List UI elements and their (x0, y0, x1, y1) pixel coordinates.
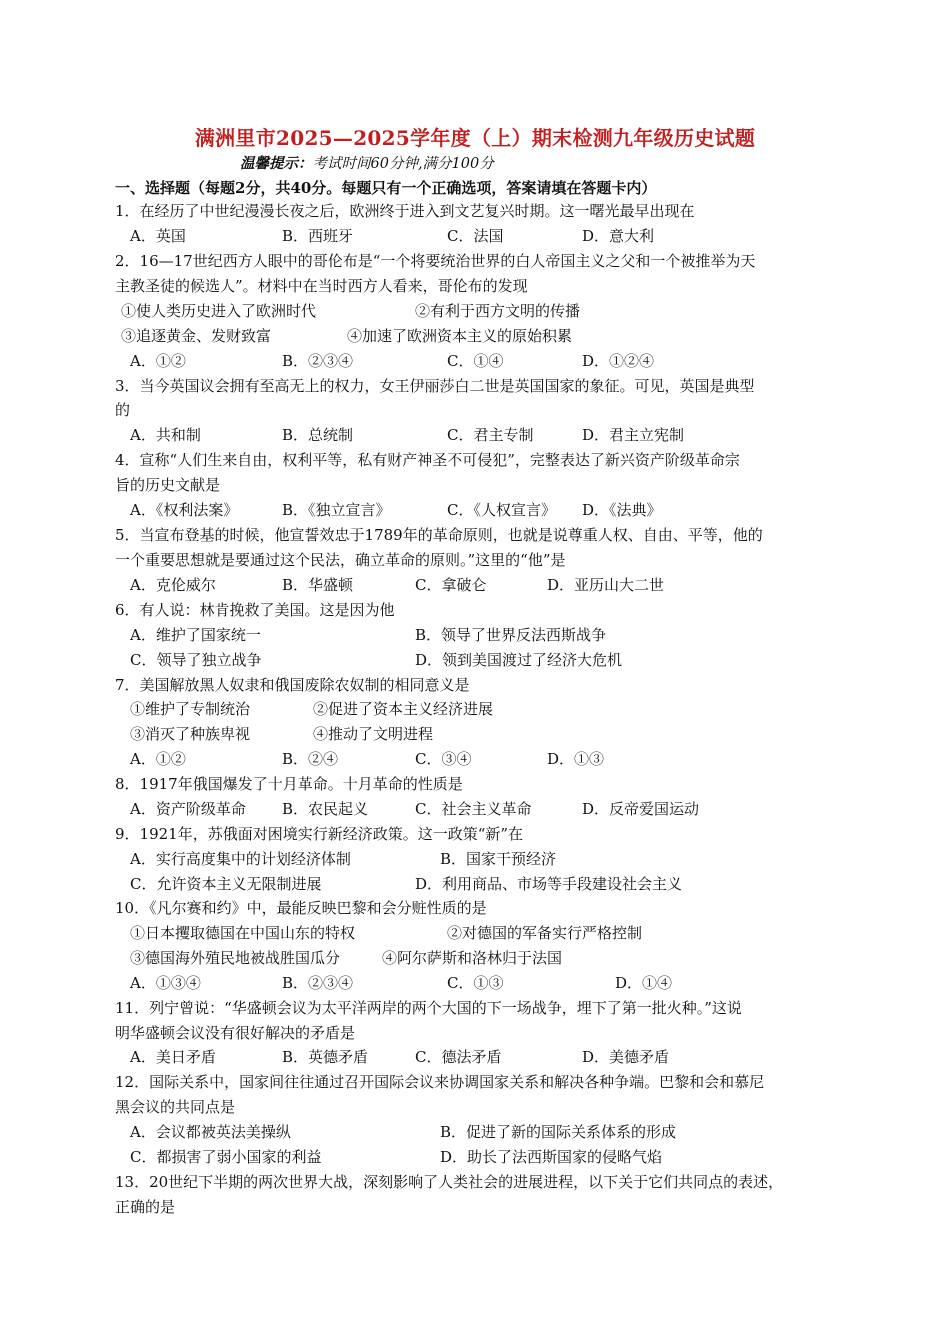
statement-3: ③消灭了种族卑视 (130, 725, 251, 743)
question-stem: 的 (115, 401, 131, 419)
option-a: A．会议都被英法美操纵 (130, 1123, 291, 1141)
option-b: B．英德矛盾 (282, 1048, 369, 1066)
option-a: A．资产阶级革命 (130, 800, 246, 818)
option-a: A．维护了国家统一 (130, 626, 261, 644)
option-d: D．美德矛盾 (582, 1048, 670, 1066)
statement-1: ①日本攫取德国在中国山东的特权 (130, 924, 356, 942)
question-stem: 7．美国解放黑人奴隶和俄国废除农奴制的相同意义是 (115, 676, 470, 694)
option-a: A．①③④ (130, 974, 201, 992)
question-stem: 正确的是 (115, 1198, 176, 1216)
question-stem: 旨的历史文献是 (115, 476, 221, 494)
tip-text: 考试时间60分钟,满分100分 (312, 156, 494, 172)
option-d: D．意大利 (582, 227, 655, 245)
option-c: C．君主专制 (447, 426, 534, 444)
option-c: C．领导了独立战争 (130, 651, 262, 669)
option-b: B．②③④ (282, 352, 354, 370)
statement-1: ①维护了专制统治 (130, 700, 251, 718)
statement-2: ②促进了资本主义经济进展 (313, 700, 494, 718)
statement-2: ②对德国的军备实行严格控制 (447, 924, 643, 942)
tip-label: 温馨提示： (240, 155, 313, 172)
option-c: C．法国 (447, 227, 504, 245)
question-stem: 主教圣徒的候选人”。材料中在当时西方人看来，哥伦布的发现 (115, 277, 528, 295)
option-c: C．①④ (447, 352, 504, 370)
question-stem: 1．在经历了中世纪漫漫长夜之后，欧洲终于进入到文艺复兴时期。这一曙光最早出现在 (115, 202, 695, 220)
option-a: A．英国 (130, 227, 186, 245)
option-c: C．都损害了弱小国家的利益 (130, 1148, 322, 1166)
option-d: D．①④ (615, 974, 673, 992)
option-a: A．美日矛盾 (130, 1048, 216, 1066)
option-d: D．①③ (547, 750, 605, 768)
option-a: A．①② (130, 750, 186, 768)
option-b: B．促进了新的国际关系体系的形成 (440, 1123, 677, 1141)
option-c: C．德法矛盾 (415, 1048, 502, 1066)
question-stem: 13．20世纪下半期的两次世界大战，深刻影响了人类社会的进展进程，以下关于它们共同点的表述， (115, 1173, 784, 1191)
option-c: C．《人权宣言》 (447, 501, 556, 519)
question-stem: 明华盛顿会议没有很好解决的矛盾是 (115, 1024, 356, 1042)
question-stem: 4．宣称“人们生来自由，权利平等，私有财产神圣不可侵犯”，完整表达了新兴资产阶级革命宗 (115, 451, 740, 469)
option-d: D．①②④ (582, 352, 655, 370)
option-b: B．国家干预经济 (440, 850, 557, 868)
section-heading: 一、选择题（每题2分，共40分。每题只有一个正确选项，答案请填在答题卡内） (115, 179, 657, 197)
question-stem: 9．1921年，苏俄面对困境实行新经济政策。这一政策“新”在 (115, 825, 524, 843)
statement-3: ③德国海外殖民地被战胜国瓜分 (130, 949, 341, 967)
question-stem: 2．16—17世纪西方人眼中的哥伦布是“一个将要统治世界的白人帝国主义之父和一个被推举为天 (115, 252, 756, 270)
exam-tip (240, 152, 494, 173)
option-a: A．《权利法案》 (130, 501, 239, 519)
option-d: D．反帝爱国运动 (582, 800, 700, 818)
question-stem: 6．有人说：林肯挽救了美国。这是因为他 (115, 601, 395, 619)
option-c: C．③④ (415, 750, 472, 768)
option-a: A．克伦威尔 (130, 576, 216, 594)
question-stem: 12．国际关系中，国家间往往通过召开国际会议来协调国家关系和解决各种争端。巴黎和会和慕尼 (115, 1073, 765, 1091)
option-d: D．领到美国渡过了经济大危机 (415, 651, 623, 669)
question-stem: 3．当今英国议会拥有至高无上的权力，女王伊丽莎白二世是英国国家的象征。可见，英国是典型 (115, 377, 755, 395)
option-d: D．君主立宪制 (582, 426, 685, 444)
option-d: D．利用商品、市场等手段建设社会主义 (415, 875, 683, 893)
question-stem: 10．《凡尔赛和约》中，最能反映巴黎和会分赃性质的是 (115, 899, 487, 917)
option-b: B．农民起义 (282, 800, 369, 818)
question-stem: 8．1917年俄国爆发了十月革命。十月革命的性质是 (115, 775, 463, 793)
option-a: A．实行高度集中的计划经济体制 (130, 850, 351, 868)
statement-4: ④推动了文明进程 (313, 725, 434, 743)
option-b: B．华盛顿 (282, 576, 354, 594)
question-stem: 11．列宁曾说：“华盛顿会议为太平洋两岸的两个大国的下一场战争，埋下了第一批火种。”这说 (115, 999, 742, 1017)
option-c: C．社会主义革命 (415, 800, 532, 818)
option-a: A．①② (130, 352, 186, 370)
option-a: A．共和制 (130, 426, 201, 444)
option-b: B．总统制 (282, 426, 354, 444)
statement-4: ④加速了欧洲资本主义的原始积累 (347, 327, 573, 345)
option-b: B．《独立宣言》 (282, 501, 391, 519)
option-d: D．《法典》 (582, 501, 662, 519)
option-b: B．领导了世界反法西斯战争 (415, 626, 607, 644)
question-stem: 5．当宣布登基的时候，他宣誓效忠于1789年的革命原则，也就是说尊重人权、自由、平等，他的 (115, 526, 763, 544)
statement-3: ③追逐黄金、发财致富 (121, 327, 272, 345)
option-c: C．允许资本主义无限制进展 (130, 875, 322, 893)
option-b: B．②④ (282, 750, 339, 768)
statement-4: ④阿尔萨斯和洛林归于法国 (382, 949, 563, 967)
exam-title: 满洲里市2025—2025学年度（上）期末检测九年级历史试题 (194, 126, 756, 150)
statement-1: ①使人类历史进入了欧洲时代 (121, 302, 317, 320)
option-d: D．亚历山大二世 (547, 576, 665, 594)
option-b: B．西班牙 (282, 227, 354, 245)
option-b: B．②③④ (282, 974, 354, 992)
question-stem: 一个重要思想就是要通过这个民法，确立革命的原则。”这里的“他”是 (115, 551, 566, 569)
statement-2: ②有利于西方文明的传播 (415, 302, 581, 320)
option-c: C．拿破仑 (415, 576, 487, 594)
question-stem: 黑会议的共同点是 (115, 1098, 236, 1116)
option-d: D．助长了法西斯国家的侵略气焰 (440, 1148, 663, 1166)
option-c: C．①③ (447, 974, 504, 992)
